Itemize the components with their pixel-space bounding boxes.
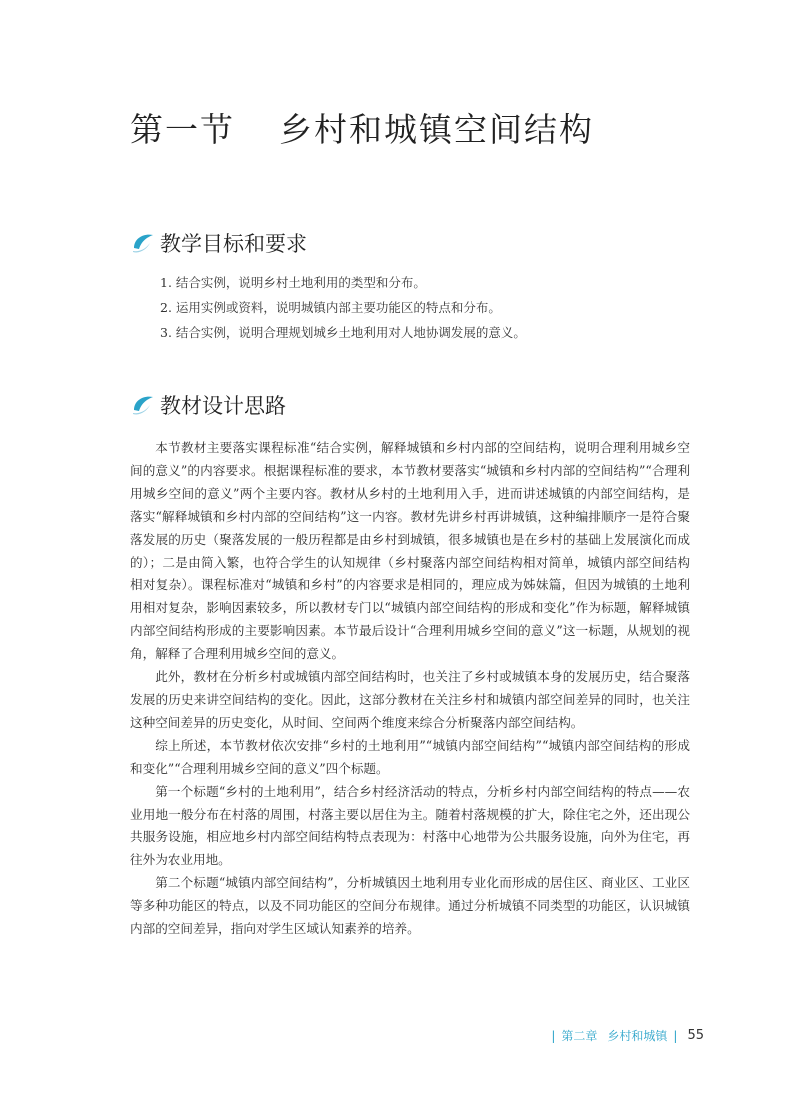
design-body xyxy=(130,437,690,941)
objectives-heading xyxy=(130,225,307,261)
page-title xyxy=(130,104,594,151)
divider: | xyxy=(673,1028,678,1043)
page-number: 55 xyxy=(687,1028,704,1043)
section-title: 乡村和城镇空间结构 xyxy=(279,110,594,149)
objectives-list xyxy=(160,270,526,345)
paragraph: 此外，教材在分析乡村或城镇内部空间结构时，也关注了乡村或城镇本身的发展历史，结合聚落发展的历史来讲空间结构的变化。因此，这部分教材在关注乡村和城镇内部空间差异的同时，也关注这种空间差异的历史变化，从时间、空间两个维度来综合分析聚落内部空间结构。 xyxy=(130,669,690,730)
leaf-swirl-icon xyxy=(130,230,156,256)
paragraph: 本节教材主要落实课程标准“结合实例，解释城镇和乡村内部的空间结构，说明合理利用城乡空间的意义”的内容要求。根据课程标准的要求，本节教材要落实“城镇和乡村内部的空间结构”“合理利用城乡空间的意义”两个主要内容。教材从乡村的土地利用入手，进而讲述城镇的内部空间结构，是落实“解释城镇和乡村内部的空间结构”这一内容。教材先讲乡村再讲城镇，这种编排顺序一是符合聚落发展的历史（聚落发展的一般历程都是由乡村到城镇，很多城镇也是在乡村的基础上发展演化而成的）；二是由简入繁，也符合学生的认知规律（乡村聚落内部空间结构相对简单，城镇内部空间结构相对复杂）。课程标准对“城镇和乡村”的内容要求是相同的，理应成为姊妹篇，但因为城镇的土地利用相对复杂，影响因素较多，所以教材专门以“城镇内部空间结构的形成和变化”作为标题，解释城镇内部空间结构形成的主要影响因素。本节最后设计“合理利用城乡空间的意义”这一标题，从规划的视角，解释了合理利用城乡空间的意义。 xyxy=(130,440,690,662)
paragraph: 第二个标题“城镇内部空间结构”，分析城镇因土地利用专业化而形成的居住区、商业区、工业区等多种功能区的特点，以及不同功能区的空间分布规律。通过分析城镇不同类型的功能区，认识城镇内部的空间差异，指向对学生区域认知素养的培养。 xyxy=(130,875,690,937)
design-heading-label: 教材设计思路 xyxy=(160,394,286,418)
list-item: 1. 结合实例，说明乡村土地利用的类型和分布。 xyxy=(160,275,426,290)
footer-chapter-name: 乡村和城镇 xyxy=(607,1029,668,1043)
leaf-swirl-icon xyxy=(130,392,156,418)
design-heading xyxy=(130,387,286,423)
list-item: 3. 结合实例，说明合理规划城乡土地利用对人地协调发展的意义。 xyxy=(160,325,526,340)
paragraph: 综上所述，本节教材依次安排“乡村的土地利用”“城镇内部空间结构”“城镇内部空间结构的形成和变化”“合理利用城乡空间的意义”四个标题。 xyxy=(130,737,690,776)
footer-chapter: 第二章 xyxy=(561,1029,598,1043)
list-item: 2. 运用实例或资料，说明城镇内部主要功能区的特点和分布。 xyxy=(160,300,501,315)
paragraph: 第一个标题“乡村的土地利用”，结合乡村经济活动的特点，分析乡村内部空间结构的特点——农业用地一般分布在村落的周围，村落主要以居住为主。随着村落规模的扩大，除住宅之外，还出现公共服务设施，相应地乡村内部空间结构特点表现为：村落中心地带为公共服务设施，向外为住宅，再往外为农业用地。 xyxy=(130,783,690,868)
section-number: 第一节 xyxy=(130,110,235,149)
divider: | xyxy=(551,1028,556,1043)
objectives-heading-label: 教学目标和要求 xyxy=(160,232,307,256)
page-footer xyxy=(545,1027,704,1044)
